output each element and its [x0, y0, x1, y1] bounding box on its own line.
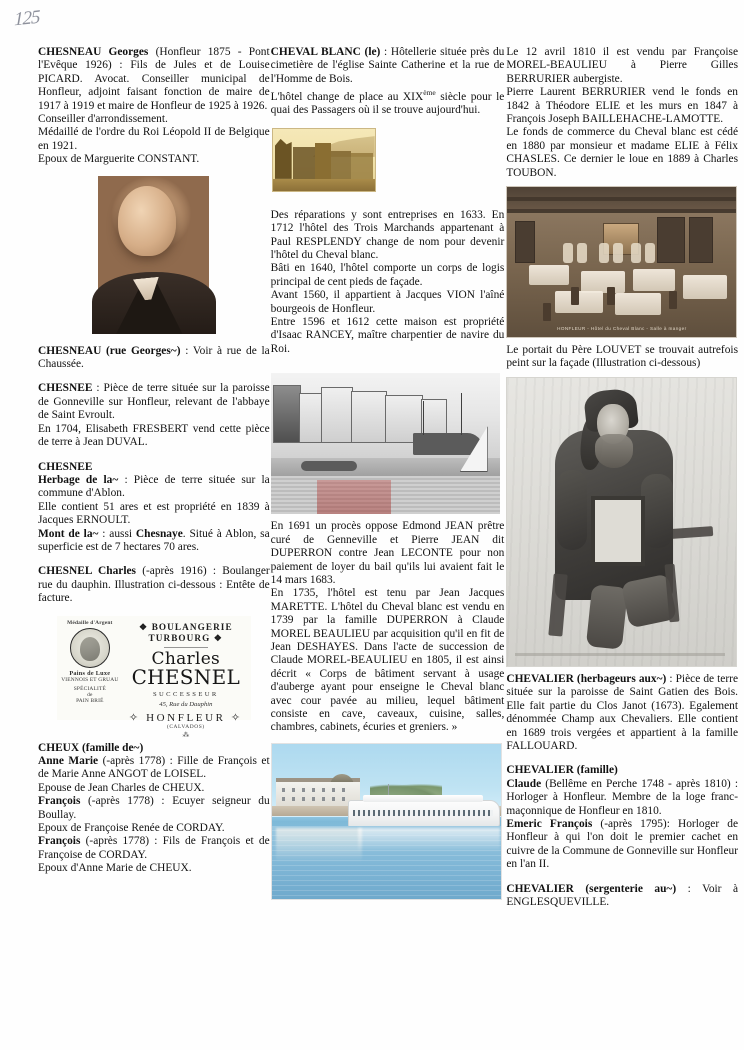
postcard-caption: HONFLEUR - Hôtel du Cheval Blanc - Salle à manger [557, 326, 687, 332]
postcard-figure [645, 243, 655, 263]
engraving-building [275, 139, 292, 179]
letterhead-business-title [123, 622, 249, 644]
postcard-figure [599, 243, 609, 263]
subentry-headword: Emeric François [506, 817, 593, 830]
photo-window [302, 788, 305, 792]
postcard-figure [613, 243, 623, 263]
entry-chevalier-famille [506, 764, 738, 777]
postcard-figure [563, 243, 573, 263]
photo-window [342, 797, 345, 801]
entry-chesnee-2 [38, 461, 270, 474]
drawing-left-arm [557, 470, 587, 550]
postcard-door [689, 217, 713, 263]
postcard-table [615, 293, 661, 315]
subentry-line: Epoux d'Anne Marie de CHEUX. [38, 862, 192, 875]
photo-window [282, 797, 285, 801]
postcard-chair [543, 303, 551, 321]
letterhead-left-block [59, 620, 121, 704]
divider [164, 647, 208, 648]
letterhead-de-label: de [87, 691, 93, 698]
photo-window [332, 797, 335, 801]
bw-harbour-photo [271, 373, 500, 514]
subentry-body-cont: . Situé à Ablon, sa superficie est de 7 hectares 70 ares. [38, 527, 270, 553]
drawing-beard [595, 434, 633, 468]
entry-cheux-famille [38, 742, 270, 755]
letterhead-proprietor-name [123, 650, 249, 688]
subentry-headword: Mont de la~ [38, 527, 99, 540]
photo-window [322, 797, 325, 801]
entry-line-with-superscript: L'hôtel change de place au XIXème siècle pour le quai des Passagers où il se trouve aujourd'hui. [270, 88, 505, 117]
photo-water-ripples [272, 830, 501, 899]
subentry-francois-2 [38, 835, 270, 862]
paragraph: En 1735, l'hôtel est tenu par Jean Jacques MARETTE. L'hôtel du Cheval blanc est vendu en 1739 par la famille DUPERRON à Claude MOREL BEAULIEU par acquisition qu'il en fit de Jean DESHAYES. Dans l'acte de succession de Claude MOREL-BEAULIEU en 1805, il est ainsi décrit « Corps de bâtiment servant à usage d'auberge ayant pour enseigne le Cheval blanc avec cour pavée au milieu, lequel bâtiment consiste en cave, caveaux, cuisine, salles, chambres, cabinets, écuries et greniers. » [270, 587, 505, 734]
engraving-building [293, 147, 315, 181]
entry-body: (-après 1916) : Boulanger rue du dauphin. Illustration ci-dessous : Entête de facture. [38, 565, 270, 605]
postcard-table [555, 291, 603, 313]
boat-mast [423, 401, 424, 435]
postcard-door [515, 221, 535, 263]
subentry-body: (-après 1778) : Ecuyer seigneur du Boullay. [38, 795, 270, 821]
photo-window [302, 797, 305, 801]
letterhead-specialite-label: SPÉCIALITÉ [73, 685, 106, 692]
paragraph: Pierre Laurent BERRURIER vend le fonds en 1842 à Théodore ELIE et les murs en 1847 à François Joseph BAILLEHACHE-LAMOTTE. [506, 86, 739, 126]
subentry-francois-1 [38, 795, 270, 822]
subentry-body: (-après 1778) : Fils de François et de Françoise de CORDAY. [38, 835, 270, 861]
postcard-figure [577, 243, 587, 263]
spacer [506, 753, 738, 764]
entry-body: : Hôtellerie située près du cimetière de l'église Sainte Catherine et la rue de l'Homme de Bois. [270, 46, 505, 85]
spacer [271, 192, 505, 203]
entry-cheval-blanc [271, 46, 505, 86]
subentry-headword: Herbage de la~ [38, 473, 119, 486]
entry-line: Epoux de Marguerite CONSTANT. [38, 153, 200, 166]
photo-window [282, 788, 285, 792]
handwritten-page-number: 125 [14, 6, 40, 31]
subentry-body: : Pièce de terre située sur la commune d'Ablon. [38, 473, 270, 500]
ornament-icon: ✧ [230, 711, 243, 724]
entry-chesneau-georges [38, 46, 270, 113]
postcard-chair [607, 287, 615, 305]
ornament-icon: ❖ [138, 621, 149, 632]
entry-headword: CHESNEL Charles [38, 565, 136, 578]
subentry-alt-name: Chesnaye [135, 527, 183, 540]
subentry-body: : aussi [98, 527, 136, 540]
drawing-ground-line [515, 653, 725, 656]
entry-headword: CHESNEAU Georges [38, 46, 149, 58]
photo-window [292, 788, 295, 792]
entry-chevalier-sergenterie [506, 883, 738, 910]
entry-line: Elle contient 51 ares et est propriété en 1839 à Jacques ERNOULT. [38, 500, 270, 527]
letterhead-title-text: BOULANGERIE TURBOURG [148, 621, 233, 643]
paragraph: Entre 1596 et 1612 cette maison est propriété d'Isaac RANCEY, maître charpentier de navire du Roi. [270, 316, 505, 355]
paragraph: En 1691 un procès oppose Edmond JEAN prêtre curé de Genneville et Pierre JEAN dit DUPERRON contre Jean LECONTE pour non paiement de loyer du bail qu'ils lui avaient fait le 14 mars 1683. [270, 520, 505, 586]
medal-seal-icon [70, 628, 110, 668]
photo-window [332, 788, 335, 792]
photo-window [312, 788, 315, 792]
column-two [271, 46, 505, 986]
entry-chesnee [38, 382, 270, 422]
entry-chevalier-herbageurs [506, 673, 738, 753]
entry-line: Conseiller d'arrondissement. [38, 113, 168, 126]
subentry-emeric-francois [506, 818, 738, 872]
entry-body: : Voir à ENGLESQUEVILLE. [506, 882, 739, 908]
subentry-line: Epoux de Françoise Renée de CORDAY. [38, 822, 225, 834]
letterhead-city-text: HONFLEUR [146, 711, 226, 724]
subentry-headword: François [38, 835, 81, 848]
column-three [506, 46, 738, 986]
subentry-anne-marie [38, 755, 270, 782]
postcard-chair [571, 287, 579, 305]
paragraph: Bâti en 1640, l'hôtel comporte un corps de logis principal de cent pieds de façade. [270, 262, 505, 288]
portrait-photo-chesneau [98, 176, 209, 334]
ship-superstructure [363, 795, 483, 802]
letterhead-department: (CALVADOS) [166, 723, 205, 730]
entry-line: Médaillé de l'ordre du Roi Léopold II de Belgique en 1921. [38, 126, 270, 152]
paragraph-louvet: Le portait du Père LOUVET se trouvait autrefois peint sur la façade (Illustration ci-dessous) [506, 344, 739, 370]
sepia-engraving-town [272, 128, 376, 192]
postcard-chair [669, 291, 677, 309]
letterhead-painbrie-label: PAIN BRIÉ [76, 697, 104, 704]
letterhead-viennois-label: VIENNOIS ET GRUAU [61, 676, 119, 683]
entry-body: : Pièce de terre située sur la paroisse de Gonneville sur Honfleur, relevant de l'abbaye de Saint Evroult. [38, 382, 270, 422]
entry-headword: CHESNEE [38, 382, 93, 395]
entry-chesnel-charles [38, 565, 270, 605]
postcard-table [683, 275, 727, 299]
vintage-postcard-dining-room [506, 186, 737, 338]
entry-chesneau-rue-georges [38, 345, 270, 372]
letterhead-address: 45, Rue du Dauphin [159, 700, 213, 708]
entry-body: : Pièce de terre située sur la paroisse de Saint Gatien des Bois. Elle fait partie du Clos Janot (1673). Egalement dénommée Champ aux Chevaliers. Elle contient en 1689 trois vergées et appartient à la famille FALLOUARD. [506, 672, 739, 752]
entry-headword: CHEVALIER (herbageurs aux~) [506, 672, 667, 685]
postcard-table [633, 269, 675, 291]
entry-body: (Honfleur 1875 - Pont l'Evêque 1926) : Fils de Jules et de Louise PICARD. Avocat. Conseiller municipal de Honfleur, adjoint faisant fonction de maire de 1917 à 1919 et maire de Honfleur de 1925 à 1926. [38, 46, 270, 112]
portrait-head [118, 186, 176, 256]
ornament-icon: ✧ [128, 711, 141, 724]
subentry-line: Epouse de Jean Charles de CHEUX. [38, 781, 205, 794]
letterhead-medal-label: Médaille d'Argent [67, 619, 113, 626]
drawing-right-arm [641, 474, 673, 548]
spacer [38, 554, 270, 565]
subentry-headword: Anne Marie [38, 754, 99, 767]
spacer [506, 872, 738, 883]
color-harbour-photo [271, 743, 502, 900]
paragraph: Le fonds de commerce du Cheval blanc est cédé en 1880 par monsieur et madame ELIE à Félix CHASLES. Ce dernier le loue en 1889 à Charles TOUBON. [506, 126, 739, 179]
letterhead-bottom-ornament-icon: ⁂ [182, 730, 190, 739]
entry-subitem-mont [38, 528, 270, 555]
subentry-body: (-après 1778) : Fille de François et de Marie Anne ANGOT de LOISEL. [38, 754, 270, 781]
photo-window [312, 797, 315, 801]
postcard-table [581, 271, 625, 293]
postcard-figure [631, 243, 641, 263]
photo-cruise-ship [348, 800, 500, 828]
harbour-building [321, 387, 353, 443]
entry-subitem-herbage [38, 474, 270, 501]
paragraph: Avant 1560, il appartient à Jacques VION l'aîné bourgeois de Honfleur. [270, 289, 505, 315]
harbour-building [273, 385, 301, 443]
entry-headword: CHEVALIER (sergenterie au~) [506, 882, 677, 895]
entry-headword: CHESNEE [38, 460, 93, 473]
superscript-eme: ème [423, 88, 436, 98]
entry-headword: CHEVALIER (famille) [506, 764, 618, 777]
photo-window [342, 788, 345, 792]
engraving-building [331, 151, 351, 181]
spacer [38, 450, 270, 461]
spacer [271, 356, 505, 367]
subentry-headword: Claude [506, 777, 542, 790]
entry-headword: CHEVAL BLANC (le) [270, 46, 381, 58]
postcard-door [657, 217, 685, 263]
subentry-headword: François [38, 795, 81, 808]
drawing-held-picture-frame [591, 496, 645, 566]
engraving-building [351, 153, 373, 181]
letterhead-successeur-label: SUCCESSEUR [152, 690, 219, 698]
spacer [38, 371, 270, 382]
entry-headword: CHEUX (famille de~) [38, 741, 144, 754]
entry-body: : Voir à rue de la Chaussée. [38, 344, 270, 371]
boat-mast [461, 393, 462, 435]
engraving-building [315, 143, 331, 181]
subentry-body: (Bellême en Perche 1748 - après 1810) : Horloger à Honfleur. Membre de la loge franc-maçonnique de Honfleur en 1810. [506, 777, 739, 817]
photo-window [292, 797, 295, 801]
bakery-invoice-letterhead [57, 616, 251, 739]
spacer [38, 334, 270, 345]
entry-headword: CHESNEAU (rue Georges~) [38, 344, 181, 357]
archive-stamp-watermark [317, 480, 391, 514]
proprietor-last-name: CHESNEL [131, 664, 241, 689]
photo-window [322, 788, 325, 792]
engraving-foreground [273, 179, 375, 191]
letterhead-city [123, 711, 249, 724]
harbour-boat [301, 461, 357, 471]
pere-louvet-drawing [506, 377, 737, 667]
harbour-building [299, 393, 323, 443]
proprietor-first-name: Charles [151, 648, 221, 669]
ship-window-row [353, 810, 493, 816]
ornament-icon: ❖ [213, 632, 224, 643]
entry-line: En 1704, Elisabeth FRESBERT vend cette pièce de terre à Jean DUVAL. [38, 422, 270, 449]
three-column-layout [38, 46, 738, 986]
paragraph: Le 12 avril 1810 il est vendu par Françoise MOREL-BEAULIEU à Pierre Gilles BERRURIER aubergiste. [506, 46, 739, 85]
harbour-building [351, 391, 387, 443]
letterhead-pains-label: Pains de Luxe [69, 669, 111, 677]
subentry-claude [506, 778, 738, 818]
ceiling-beam [507, 197, 736, 201]
postcard-table [529, 265, 569, 285]
letterhead-right-block [123, 622, 249, 739]
subentry-body: (-après 1795): Horloger de Honfleur à qui l'on doit le premier cachet en cuivre de la Commune de Gonneville sur Honfleur en l'an II. [506, 817, 739, 871]
column-one [38, 46, 270, 986]
paragraph: Des réparations y sont entreprises en 1633. En 1712 l'hôtel des Trois Marchands appartenant à Paul RESPLENDY change de nom pour devenir l'hôtel du Cheval blanc. [270, 208, 505, 262]
